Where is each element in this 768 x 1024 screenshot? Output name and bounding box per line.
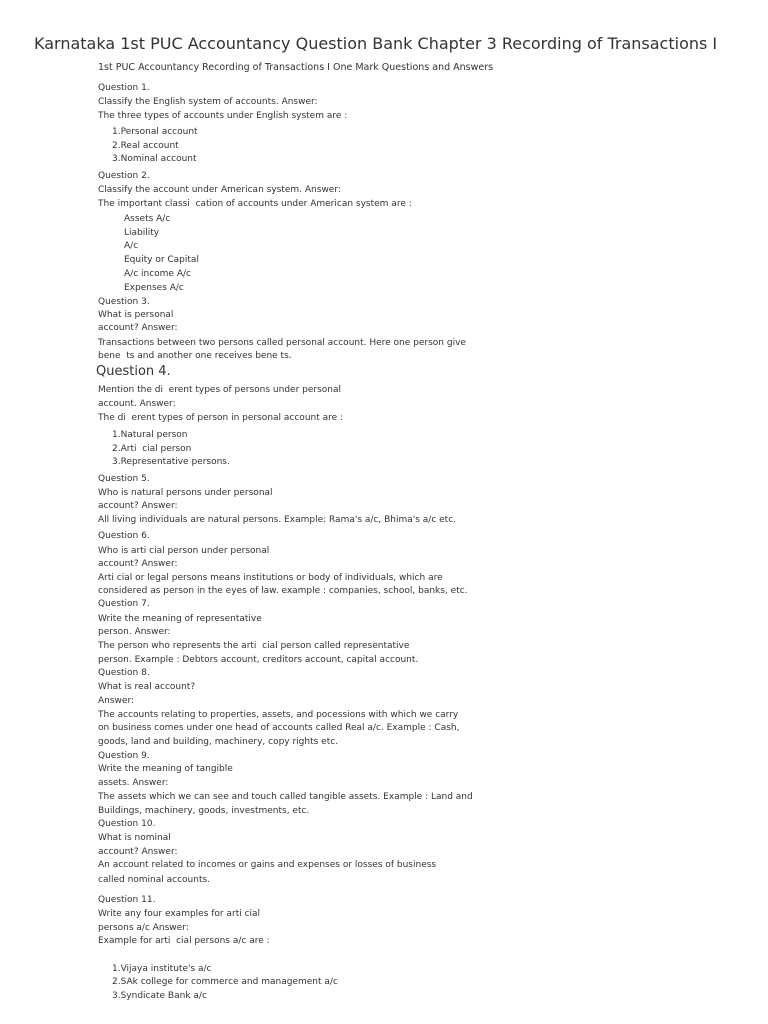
answer-text: The assets which we can see and touch called tangible assets. Example : Land and <box>98 792 473 802</box>
question-text: What is real account? <box>98 682 196 692</box>
question-text: Write any four examples for arti cial <box>98 909 261 919</box>
question-text: Who is natural persons under personal <box>98 488 273 498</box>
answer-text: person. Example : Debtors account, creditors account, capital account. <box>98 655 419 665</box>
question-heading: Question 2. <box>98 171 150 181</box>
question-text: persons a/c Answer: <box>98 923 189 933</box>
question-text: What is personal <box>98 310 174 320</box>
answer-text: bene ts and another one receives bene ts. <box>98 351 292 361</box>
answer-text: The di erent types of person in personal account are : <box>98 413 344 423</box>
list-item: 2.SAk college for commerce and management a/c <box>112 977 338 987</box>
question-heading: Question 11. <box>98 895 156 905</box>
question-text: account? Answer: <box>98 559 178 569</box>
answer-text: considered as person in the eyes of law. example : companies, school, banks, etc. <box>98 586 468 596</box>
list-item: Equity or Capital <box>124 255 199 265</box>
page-title: Karnataka 1st PUC Accountancy Question Bank Chapter 3 Recording of Transactions I <box>34 34 718 53</box>
question-heading: Question 6. <box>98 531 150 541</box>
page-subtitle: 1st PUC Accountancy Recording of Transactions I One Mark Questions and Answers <box>98 62 494 73</box>
question-text: account? Answer: <box>98 501 178 511</box>
answer-text: The three types of accounts under English system are : <box>98 111 348 121</box>
question-heading: Question 10. <box>98 819 156 829</box>
list-item: 2.Real account <box>112 141 179 151</box>
question-text: Write the meaning of tangible <box>98 764 233 774</box>
question-text: Write the meaning of representative <box>98 614 262 624</box>
answer-text: goods, land and building, machinery, copy rights etc. <box>98 737 339 747</box>
answer-text: on business comes under one head of accounts called Real a/c. Example : Cash, <box>98 723 460 733</box>
list-item: Liability <box>124 228 160 238</box>
answer-text: Example for arti cial persons a/c are : <box>98 936 270 946</box>
question-heading: Question 4. <box>96 364 171 379</box>
answer-text: All living individuals are natural persons. Example: Rama's a/c, Bhima's a/c etc. <box>98 515 457 525</box>
answer-text: Transactions between two persons called personal account. Here one person give <box>98 338 466 348</box>
list-item: 1.Vijaya institute's a/c <box>112 964 212 974</box>
question-heading: Question 7. <box>98 599 150 609</box>
answer-text: The person who represents the arti cial person called representative <box>98 641 410 651</box>
question-heading: Question 3. <box>98 297 150 307</box>
question-heading: Question 9. <box>98 751 150 761</box>
question-heading: Question 1. <box>98 83 150 93</box>
question-text: Mention the di erent types of persons under personal <box>98 385 342 395</box>
list-item: 3.Nominal account <box>112 154 197 164</box>
answer-text: Arti cial or legal persons means institutions or body of individuals, which are <box>98 573 443 583</box>
answer-text: called nominal accounts. <box>98 875 211 885</box>
question-heading: Question 5. <box>98 474 150 484</box>
list-item: A/c income A/c <box>124 269 191 279</box>
answer-text: The accounts relating to properties, assets, and pocessions with which we carry <box>98 710 459 720</box>
question-text: Classify the account under American system. Answer: <box>98 185 341 195</box>
question-text: Who is arti cial person under personal <box>98 546 270 556</box>
question-text: account? Answer: <box>98 847 178 857</box>
answer-text: Buildings, machinery, goods, investments, etc. <box>98 806 310 816</box>
answer-text: The important classi cation of accounts under American system are : <box>98 199 412 209</box>
question-text: account. Answer: <box>98 399 176 409</box>
question-text: Classify the English system of accounts. Answer: <box>98 97 318 107</box>
question-text: account? Answer: <box>98 323 178 333</box>
list-item: Expenses A/c <box>124 283 184 293</box>
list-item: A/c <box>124 241 139 251</box>
list-item: 2.Arti cial person <box>112 444 192 454</box>
list-item: 3.Syndicate Bank a/c <box>112 991 207 1001</box>
question-text: person. Answer: <box>98 627 171 637</box>
question-text: assets. Answer: <box>98 778 169 788</box>
list-item: 1.Personal account <box>112 127 198 137</box>
list-item: Assets A/c <box>124 214 171 224</box>
question-text: Answer: <box>98 696 135 706</box>
question-heading: Question 8. <box>98 668 150 678</box>
list-item: 3.Representative persons. <box>112 457 230 467</box>
question-text: What is nominal <box>98 833 171 843</box>
list-item: 1.Natural person <box>112 430 188 440</box>
answer-text: An account related to incomes or gains and expenses or losses of business <box>98 860 437 870</box>
